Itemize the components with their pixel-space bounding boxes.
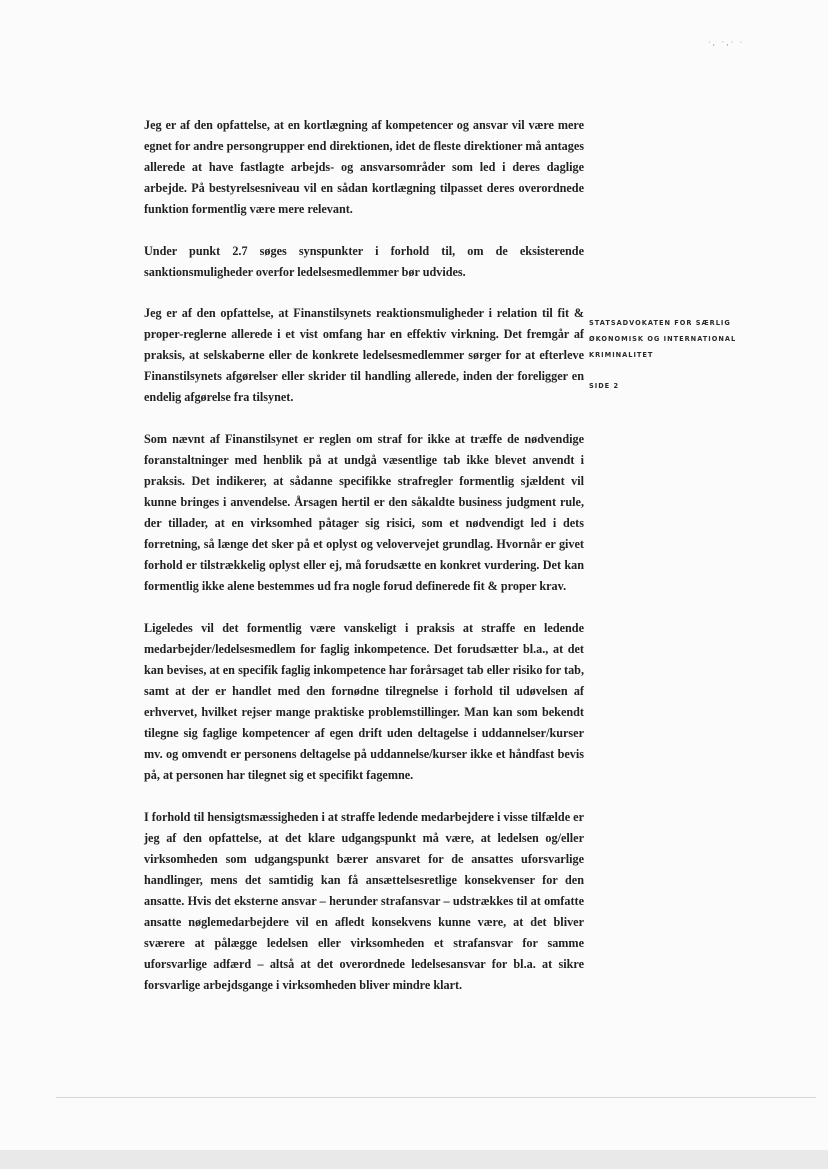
- paragraph-professional-incompetence: Ligeledes vil det formentlig være vanskeligt i praksis at straffe en ledende medarbejder/ledelsesmedlem for faglig inkompetence. Det forudsætter bl.a., at det kan bevises, at en specifik faglig inkompetence har forårsaget tab eller risiko for tab, samt at der er handlet med den fornødne tilregnelse i forhold til udøvelsen af erhvervet, hvilket rejser mange praktiske problemstillinger. Man kan som bekendt tilegne sig faglige kompetencer af egen drift uden deltagelse i uddannelser/kurser mv. og omvendt er personens deltagelse på uddannelse/kurser ikke et håndfast bevis på, at personen har tilegnet sig et specifikt fagemne.: [144, 621, 584, 782]
- paragraph-business-judgment: Som nævnt af Finanstilsynet er reglen om straf for ikke at træffe de nødvendige foranstaltninger med henblik på at undgå væsentlige tab ikke blevet anvendt i praksis. Det indikerer, at sådanne specifikke strafregler formentlig sjældent vil kunne bringes i anvendelse. Årsagen hertil er den såkaldte business judgment rule, der tillader, at en virksomhed påtager sig risici, som et nødvendigt led i dets forretning, så længe det sker på et oplyst og velovervejet grundlag. Hvornår er givet forhold er tilstrækkelig oplyst eller ej, må forudsætte en konkret vurdering. Det kan formentlig ikke alene bestemmes ud fra nogle forud definerede fit & proper krav.: [144, 432, 584, 593]
- sender-block: [589, 315, 789, 363]
- scan-bottom-edge: [0, 1150, 828, 1169]
- sender-line: KRIMINALITET: [589, 351, 654, 359]
- paragraph-competence-mapping: Jeg er af den opfattelse, at en kortlægning af kompetencer og ansvar vil være mere egnet for andre persongrupper end direktionen, idet de fleste direktioner må antages allerede at have fastlagte arbejds- og ansvarsområder som led i deres daglige arbejde. På bestyrelsesniveau vil en sådan kortlægning tilpasset deres overordnede funktion formentlig være mere relevant.: [144, 118, 584, 216]
- sender-line: STATSADVOKATEN FOR SÆRLIG: [589, 319, 731, 327]
- letter-body: [144, 115, 584, 1017]
- sender-line: ØKONOMISK OG INTERNATIONAL: [589, 335, 737, 343]
- page-number: SIDE 2: [589, 382, 620, 390]
- scan-footer-line: [56, 1097, 816, 1098]
- scan-corner-mark: ·, ·,· ·: [708, 38, 745, 47]
- paragraph-management-responsibility: I forhold til hensigtsmæssigheden i at straffe ledende medarbejdere i visse tilfælde er jeg af den opfattelse, at det klare udgangspunkt må være, at ledelsen og/eller virksomheden som udgangspunkt bærer ansvaret for de ansattes uforsvarlige handlinger, mens det samtidig kan få ansættelsesretlige konsekvenser for den ansatte. Hvis det eksterne ansvar – herunder strafansvar – udstrækkes til at omfatte ansatte nøglemedarbejdere vil en afledt konsekvens kunne være, at det bliver sværere at pålægge ledelsen eller virksomheden et strafansvar for samme uforsvarlige adfærd – altså at det overordnede ledelsesansvar for bl.a. at sikre forsvarlige arbejdsgange i virksomheden bliver mindre klart.: [144, 810, 584, 992]
- paragraph-fit-proper-effect: Jeg er af den opfattelse, at Finanstilsynets reaktionsmuligheder i relation til fit & proper-reglerne allerede i et vist omfang har en effektiv virkning. Det fremgår af praksis, at selskaberne eller de konkrete ledelsesmedlemmer sørger for at efterleve Finanstilsynets afgørelser eller skrider til handling allerede, inden der foreligger en endelig afgørelse fra tilsynet.: [144, 306, 584, 404]
- paragraph-sanction-question: Under punkt 2.7 søges synspunkter i forhold til, om de eksisterende sanktionsmuligheder overfor ledelsesmedlemmer bør udvides.: [144, 244, 584, 279]
